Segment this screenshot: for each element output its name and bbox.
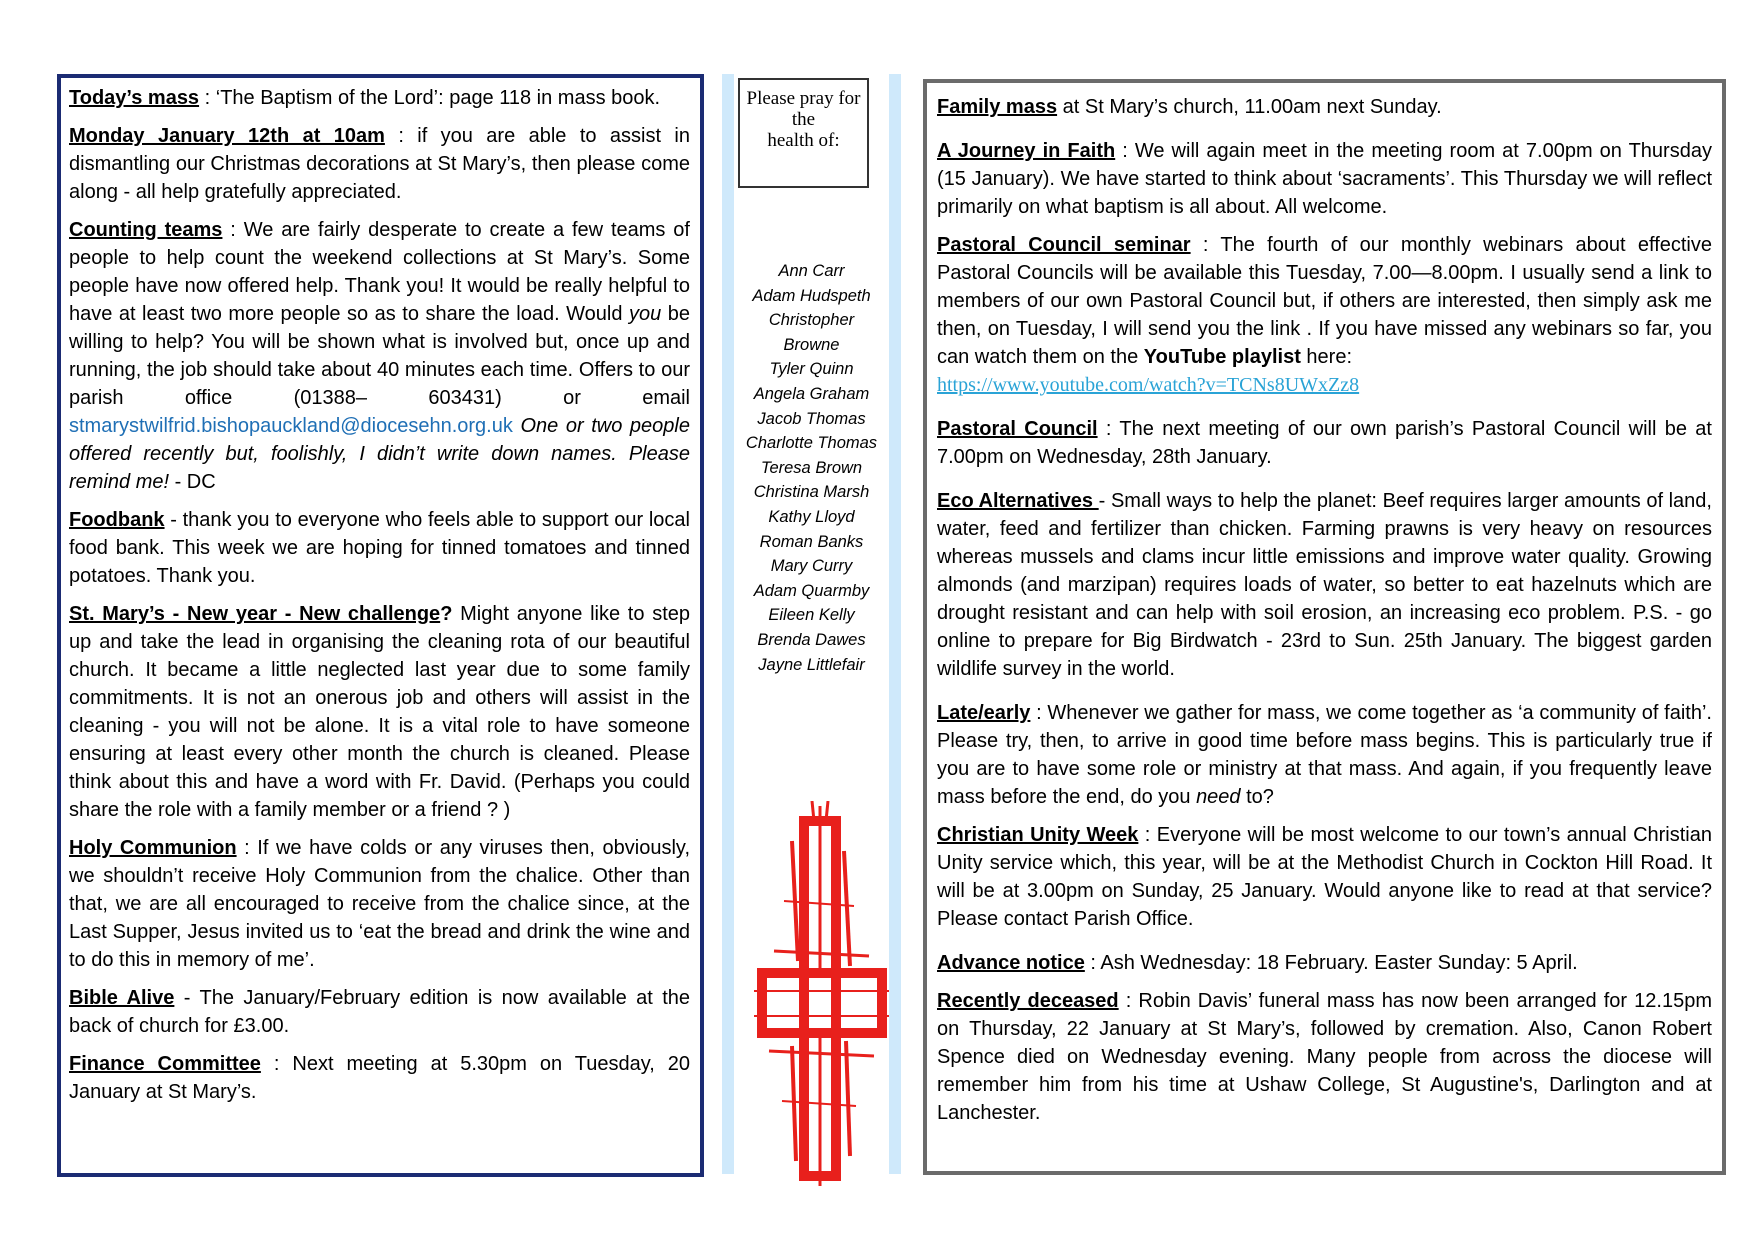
counting-teams-notice: Counting teams : We are fairly desperate to create a few teams of people to help count the weekend collections at St Mary’s. Some people have now offered help. Thank you! It would be really helpful to have at least two more people so as to share the load. Would you be willing to help? You will be shown what is involved but, once up and running, the job should take about 40 minutes each time. Offers to our parish office (01388– 603431) or email stmarystwilfrid.bishopauckland@diocesehn.org.uk One or two people offered recently but, foolishly, I didn’t write down names. Please remind me! - DC (69, 219, 690, 493)
notice-heading: Advance notice (937, 952, 1085, 974)
notice-heading: Eco Alternatives (937, 490, 1099, 512)
notice-heading: Holy Communion (69, 837, 237, 859)
advance-notice: Advance notice : Ash Wednesday: 18 February. Easter Sunday: 5 April. (937, 952, 1578, 974)
notice-heading: Foodbank (69, 509, 165, 531)
prayer-name-list (734, 259, 889, 677)
prayer-name: Christina Marsh (753, 483, 870, 502)
prayer-panel (734, 74, 889, 1174)
notice-heading: Recently deceased (937, 990, 1119, 1012)
christian-unity-notice: Christian Unity Week : Everyone will be most welcome to our town’s annual Christian Unity service which, this year, will be at the Methodist Church in Cockton Hill Road. It will be at 3.00pm on Sunday, 25 January. Would anyone like to read at that service? Please contact Parish Office. (937, 824, 1712, 930)
family-mass-notice: Family mass at St Mary’s church, 11.00am next Sunday. (937, 96, 1442, 118)
late-early-notice: Late/early : Whenever we gather for mass, we come together as ‘a community of faith’. Please try, then, to arrive in good time before mass begins. This is particularly true if you are to have some role or ministry at that mass. And again, if you frequently leave mass before the end, do you need to? (937, 702, 1712, 808)
notice-heading: Pastoral Council (937, 418, 1098, 440)
prayer-name: Adam Hudspeth (752, 286, 871, 305)
notice-heading: Monday January 12th at 10am (69, 125, 385, 147)
pastoral-council-notice: Pastoral Council : The next meeting of our own parish’s Pastoral Council will be at 7.00pm on Wednesday, 28th January. (937, 418, 1712, 468)
prayer-name: Eileen Kelly (768, 606, 855, 625)
prayer-name: Mary Curry (770, 557, 853, 576)
prayer-name: Jayne Littlefair (758, 655, 865, 674)
prayer-name: Brenda Dawes (757, 630, 866, 649)
notice-heading: Today’s mass (69, 87, 200, 109)
red-cross-icon (754, 801, 889, 1186)
prayer-name: Roman Banks (759, 532, 864, 551)
youtube-link[interactable]: https://www.youtube.com/watch?v=TCNs8UWxZz8 (937, 374, 1360, 396)
left-notices-column (57, 74, 704, 1177)
prayer-name: Kathy Lloyd (768, 507, 855, 526)
pray-title-box: Please pray for the health of: (738, 78, 869, 188)
prayer-name: Christopher (768, 311, 855, 330)
finance-committee-notice: Finance Committee : Next meeting at 5.30pm on Tuesday, 20 January at St Mary’s. (69, 1053, 690, 1103)
prayer-name: Charlotte Thomas (745, 434, 878, 453)
notice-heading: A Journey in Faith (937, 140, 1116, 162)
notice-heading: Christian Unity Week (937, 824, 1139, 846)
eco-alternatives-notice: Eco Alternatives - Small ways to help the planet: Beef requires larger amounts of land, water, feed and fertilizer than chicken. Farming prawns is very heavy on resources whereas mussels and clams incur little emissions and improve water quality. Growing almonds (and marzipan) requires loads of water, so better to eat hazelnuts which are drought resistant and can help with soil erosion, an increasing eco problem. P.S. - go online to prepare for Big Birdwatch - 23rd to Sun. 25th January. The biggest garden wildlife survey in the world. (937, 490, 1712, 680)
pastoral-council-seminar-notice: Pastoral Council seminar : The fourth of our monthly webinars about effective Pastoral Councils will be available this Tuesday, 7.00—8.00pm. I usually send a link to members of our own Pastoral Council but, if others are interested, then simply ask me then, on Tuesday, I will send you the link . If you have missed any webinars so far, you can watch them on the YouTube playlist here: https://www.youtube.com/watch?v=TCNs8UWxZz8 (937, 234, 1713, 396)
recently-deceased-notice: Recently deceased : Robin Davis’ funeral mass has now been arranged for 12.15pm on Thursday, 22 January at St Mary’s, followed by cremation. Also, Canon Robert Spence died on Wednesday evening. Many people from across the diocese will remember him from his time at Ushaw College, St Augustine's, Darlington and at Lanchester. (937, 990, 1712, 1124)
email-link[interactable]: stmarystwilfrid.bishopauckland@diocesehn.org.uk (69, 415, 513, 437)
bible-alive-notice: Bible Alive - The January/February edition is now available at the back of church for £3.00. (69, 987, 691, 1037)
monday-notice: Monday January 12th at 10am : if you are able to assist in dismantling our Christmas decorations at St Mary’s, then please come along - all help gratefully appreciated. (69, 125, 690, 203)
prayer-name: Adam Quarmby (753, 581, 870, 600)
right-notices-column (923, 79, 1726, 1175)
holy-communion-notice: Holy Communion : If we have colds or any viruses then, obviously, we shouldn’t receive Holy Communion from the chalice. Other than that, we are all encouraged to receive from the chalice since, at the Last Supper, Jesus invited us to ‘eat the bread and drink the wine and to do this in memory of me’. (69, 837, 690, 971)
notice-heading: St. Mary’s - New year - New challenge (69, 603, 441, 625)
notice-heading: Late/early (937, 702, 1031, 724)
notice-heading: Bible Alive (69, 987, 175, 1009)
notice-heading: Counting teams (69, 219, 223, 241)
todays-mass-notice: Today’s mass : ‘The Baptism of the Lord’: page 118 in mass book. (69, 87, 661, 109)
prayer-name: Browne (783, 335, 840, 354)
journey-in-faith-notice: A Journey in Faith : We will again meet in the meeting room at 7.00pm on Thursday (15 January). We have started to think about ‘sacraments’. This Thursday we will reflect primarily on what baptism is all about. All welcome. (937, 140, 1712, 218)
notice-heading: Family mass (937, 96, 1058, 118)
prayer-name: Angela Graham (753, 384, 870, 403)
prayer-name: Ann Carr (778, 262, 845, 280)
prayer-name: Jacob Thomas (757, 409, 866, 428)
prayer-column (722, 74, 901, 1174)
prayer-name: Teresa Brown (760, 458, 863, 477)
notice-heading: Finance Committee (69, 1053, 261, 1075)
prayer-name: Tyler Quinn (769, 360, 854, 379)
notice-heading: Pastoral Council seminar (937, 234, 1191, 256)
foodbank-notice: Foodbank - thank you to everyone who feels able to support our local food bank. This week we are hoping for tinned tomatoes and tinned potatoes. Thank you. (69, 509, 690, 587)
new-year-notice: St. Mary’s - New year - New challenge? Might anyone like to step up and take the lead in organising the cleaning rota of our beautiful church. It became a little neglected last year due to some family commitments. It is not an onerous job and others will assist in the cleaning - you will not be alone. It is a vital role to have someone ensuring at least every other month the church is cleaned. Please think about this and have a word with Fr. David. (Perhaps you could share the role with a family member or a friend ? ) (69, 603, 691, 821)
